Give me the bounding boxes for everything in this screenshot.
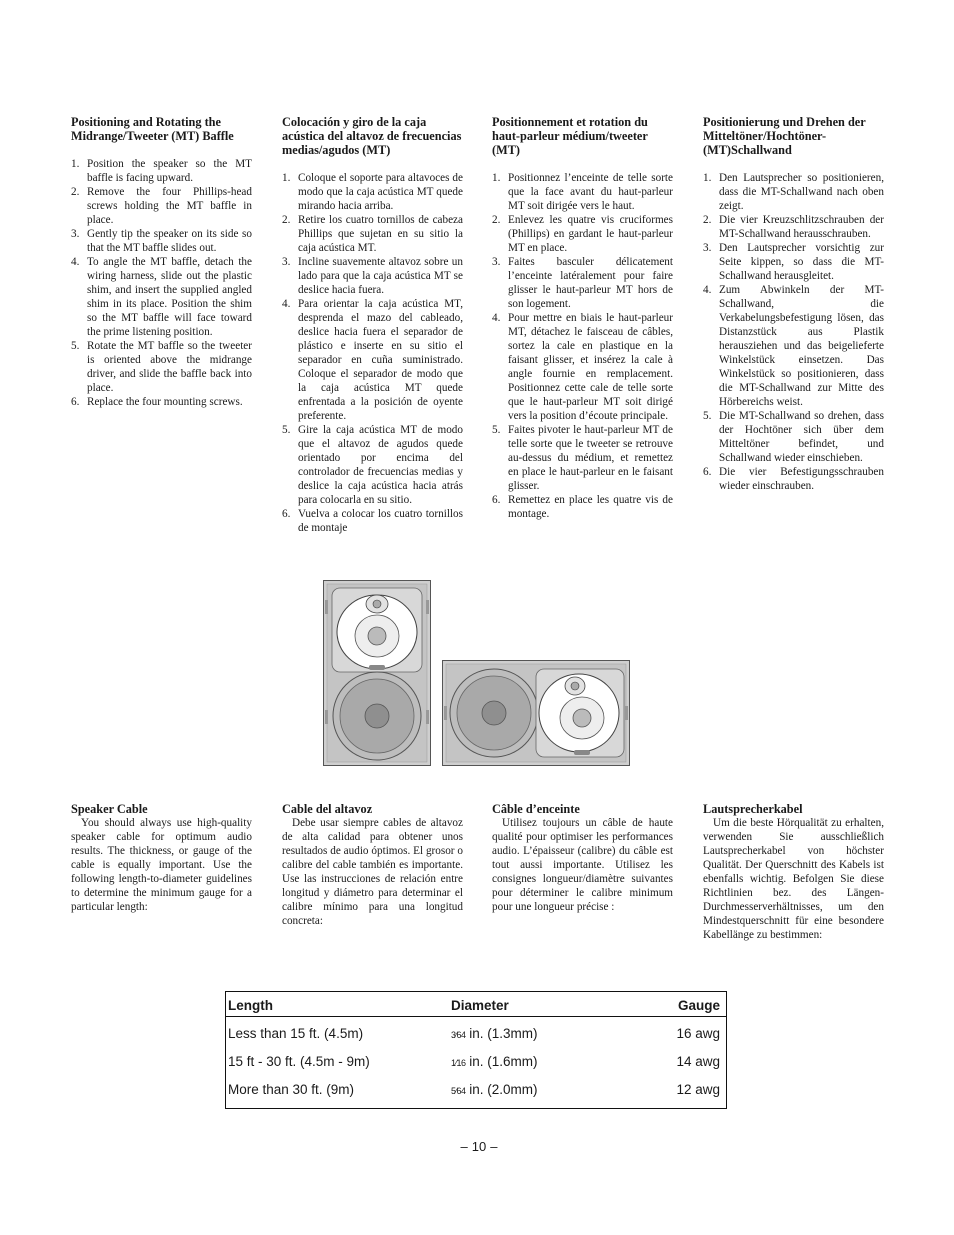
gauge-cell: 14 awg (676, 1054, 720, 1069)
diameter-fraction: 1⁄16 (451, 1058, 466, 1068)
diameter-fraction: 3⁄64 (451, 1030, 466, 1040)
page-number: – 10 – (460, 1139, 498, 1154)
diameter-cell (451, 1026, 538, 1041)
cable-body: Utilisez toujours un câble de haute qualité pour optimiser les performances audio. L’épaisseur (calibre) du câble est tout aussi importante. Utilisez les consignes longueur/diamètre suivantes pour déterminer le calibre minimum pour une longueur précise : (492, 817, 673, 913)
cable-heading: Câble d’enceinte (492, 802, 580, 816)
column-header-length: Length (228, 998, 273, 1013)
section-heading: Positionierung und Drehen der Mitteltöner/Hochtöner-(MT)Schallwand (703, 115, 866, 157)
length-cell: 15 ft - 30 ft. (4.5m - 9m) (228, 1054, 370, 1069)
step-item: 4. Zum Abwinkeln der MT-Schallwand, die Verkabelungsbefestigung lösen, das Distanzstück aus Plastik herausziehen und das beigelieferte Winkelstück einsetzen. Das Winkelstück so positionieren, dass die MT-Schallwand zur Mitte des Hörbereichs weist. (703, 284, 884, 408)
section-heading: Positionnement et rotation du haut-parleur médium/tweeter (MT) (492, 115, 648, 157)
step-item: 6. Replace the four mounting screws. (71, 396, 243, 408)
section-de-positioning (703, 115, 884, 493)
step-item: 4. Para orientar la caja acústica MT, desprenda el mazo del cableado, deslice hacia fuera el separador de plástico e inserte en su sitio el separador en cuña suministrado. Coloque el separador de modo que la caja acústica MT quede enfrentada a la posición de oyente preferente. (282, 298, 463, 422)
length-cell: More than 30 ft. (9m) (228, 1082, 355, 1097)
step-item: 6. Vuelva a colocar los cuatro tornillos de montaje (282, 508, 463, 534)
speaker-illustration-horizontal (442, 660, 630, 766)
cable-heading: Cable del altavoz (282, 802, 373, 816)
cable-heading: Lautsprecherkabel (703, 802, 803, 816)
diameter-fraction: 5⁄64 (451, 1086, 466, 1096)
step-item: 4. Pour mettre en biais le haut-parleur MT, détachez le faisceau de câbles, sortez la cale en plastique en la faisant glisser, et insérez la cale à angle fournie en remplacement. Positionnez cette cale de telle sorte que le haut-parleur MT soit dirigé vers la position d’écoute principale. (492, 312, 673, 422)
step-item: 1. Position the speaker so the MT baffle is facing upward. (71, 158, 252, 184)
cable-section-es (282, 802, 463, 928)
table-row (226, 1080, 726, 1100)
steps-list (703, 171, 884, 493)
gauge-cell: 12 awg (676, 1082, 720, 1097)
gauge-cell: 16 awg (676, 1026, 720, 1041)
step-item: 5. Rotate the MT baffle so the tweeter is oriented above the midrange driver, and slide the baffle back into place. (71, 340, 252, 394)
section-en-positioning (71, 115, 252, 409)
diameter-value: in. (2.0mm) (465, 1082, 538, 1097)
cable-section-fr (492, 802, 673, 914)
diameter-cell (451, 1054, 538, 1069)
steps-list (71, 157, 252, 409)
step-item: 1. Den Lautsprecher so positionieren, dass die MT-Schallwand nach oben zeigt. (703, 172, 884, 212)
diameter-cell (451, 1082, 538, 1097)
table-header-row (226, 996, 726, 1017)
step-item: 3. Den Lautsprecher vorsichtig zur Seite kippen, so dass die MT-Schallwand herausgleitet. (703, 242, 884, 282)
section-fr-positioning (492, 115, 673, 521)
step-item: 2. Enlevez les quatre vis cruciformes (Phillips) en gardant le haut-parleur MT en place. (492, 214, 673, 254)
step-item: 2. Retire los cuatro tornillos de cabeza Phillips que sujetan en su sitio la caja acústica MT. (282, 214, 463, 254)
cable-section-de (703, 802, 884, 942)
cable-heading: Speaker Cable (71, 802, 148, 816)
cable-section-en (71, 802, 252, 914)
step-item: 1. Coloque el soporte para altavoces de modo que la caja acústica MT quede mirando hacia arriba. (282, 172, 463, 212)
section-heading: Colocación y giro de la caja acústica del altavoz de frecuencias medias/agudos (MT) (282, 115, 462, 157)
cable-gauge-table (225, 991, 727, 1109)
section-es-positioning (282, 115, 463, 535)
step-item: 5. Gire la caja acústica MT de modo que el altavoz de agudos quede orientado por encima del controlador de frecuencias medias y deslice la caja acústica hacia atrás para colocarla en su sitio. (282, 424, 463, 506)
speaker-illustration-vertical (323, 580, 431, 766)
step-item: 6. Die vier Befestigungsschrauben wieder einschrauben. (703, 466, 884, 492)
step-item: 2. Die vier Kreuzschlitzschrauben der MT-Schallwand herausschrauben. (703, 214, 884, 240)
step-item: 3. Faites basculer délicatement l’enceinte latéralement pour faire glisser le haut-parleur MT hors de son logement. (492, 256, 673, 310)
cable-body: You should always use high-quality speaker cable for optimum audio results. The thickness, or gauge of the cable is equally important. Use the following length-to-diameter guidelines to determine the minimum gauge for a particular length: (71, 817, 252, 913)
step-item: 5. Faites pivoter le haut-parleur MT de telle sorte que le tweeter se retrouve au-dessus du médium, et remettez en place le haut-parleur en le faisant glisser. (492, 424, 673, 492)
step-item: 1. Positionnez l’enceinte de telle sorte que la face avant du haut-parleur MT soit dirigée vers le haut. (492, 172, 673, 212)
step-item: 3. Gently tip the speaker on its side so that the MT baffle slides out. (71, 228, 252, 254)
diameter-value: in. (1.3mm) (465, 1026, 538, 1041)
step-item: 2. Remove the four Phillips-head screws holding the MT baffle in place. (71, 186, 252, 226)
step-item: 6. Remettez en place les quatre vis de montage. (492, 494, 673, 520)
section-heading: Positioning and Rotating the Midrange/Tweeter (MT) Baffle (71, 115, 234, 143)
step-item: 4. To angle the MT baffle, detach the wiring harness, slide out the plastic shim, and insert the supplied angled shim in its place. Position the shim so the MT baffle will face toward the prime listening position. (71, 256, 252, 338)
column-header-gauge: Gauge (677, 998, 720, 1013)
steps-list (282, 171, 463, 535)
length-cell: Less than 15 ft. (4.5m) (228, 1026, 364, 1041)
steps-list (492, 171, 673, 521)
diameter-value: in. (1.6mm) (465, 1054, 538, 1069)
step-item: 5. Die MT-Schallwand so drehen, dass der Hochtöner sich über dem Mitteltöner befindet, und Schallwand wieder einschieben. (703, 410, 884, 464)
table-row (226, 1024, 726, 1044)
table-row (226, 1052, 726, 1072)
column-header-diameter: Diameter (451, 998, 509, 1013)
step-item: 3. Incline suavemente altavoz sobre un lado para que la caja acústica MT se deslice hacia fuera. (282, 256, 463, 296)
cable-body: Um die beste Hörqualität zu erhalten, verwenden Sie ausschließlich Lautsprecherkabel von höchster Qualität. Der Querschnitt des Kabels ist ebenfalls wichtig. Befolgen Sie diese Richtlinien bez. des Längen-Durchmesserverhältnisses, um den Mindestquerschnitt für eine besondere Kabellänge zu bestimmen: (703, 817, 884, 941)
cable-body: Debe usar siempre cables de altavoz de alta calidad para obtener unos resultados de audio óptimos. El grosor o calibre del cable también es importante. Use las instrucciones de relación entre longitud y diámetro para determinar el calibre mínimo para una longitud concreta: (282, 817, 463, 927)
